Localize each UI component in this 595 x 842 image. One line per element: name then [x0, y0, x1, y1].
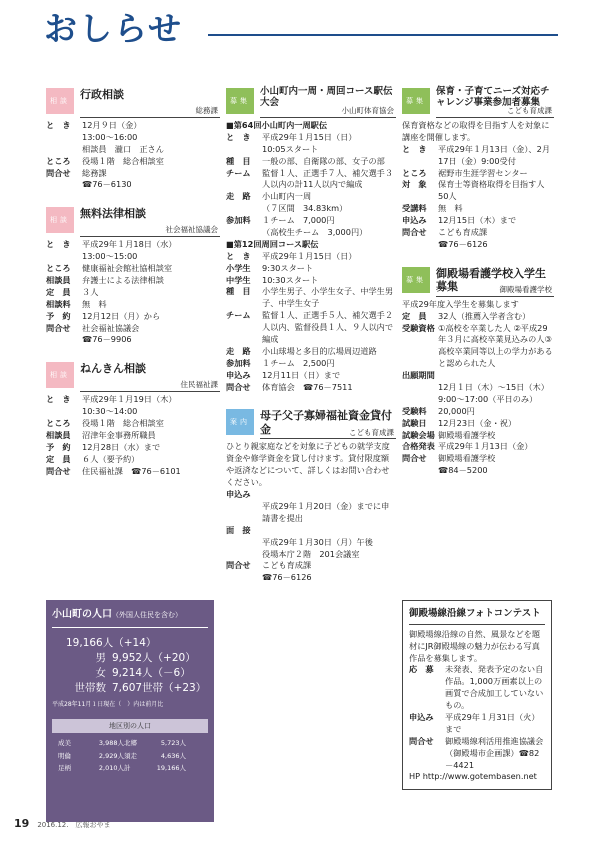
- section-tag: 募集: [402, 267, 430, 293]
- info-value: 未発表、発表予定のない自作品。1,000万画素以上の画質で合成加工していないもの。: [445, 664, 544, 711]
- info-row: [402, 382, 554, 394]
- district-name: 計: [124, 763, 131, 772]
- info-row: [226, 156, 396, 168]
- info-key: 出願期間: [402, 370, 435, 381]
- info-value: 無 料: [82, 298, 107, 309]
- section-org: こども育成課: [349, 427, 394, 437]
- info-key: ところ: [402, 167, 427, 178]
- info-key: 問合せ: [409, 735, 434, 746]
- section-rule: [260, 438, 396, 439]
- info-row: [226, 144, 396, 156]
- info-row: [46, 239, 220, 251]
- info-row: [402, 179, 554, 203]
- population-row: [52, 666, 208, 681]
- info-row: [226, 382, 396, 394]
- info-key: 問合せ: [226, 381, 251, 392]
- section-ekiden: [226, 86, 396, 393]
- info-key: 受験料: [402, 405, 427, 416]
- info-key: 相談料: [46, 298, 71, 309]
- footer: [14, 816, 110, 832]
- section-header: [402, 86, 554, 118]
- section-childcare-challenge: [402, 86, 554, 251]
- section-header: [46, 205, 220, 237]
- section-title: 無料法律相談: [80, 207, 146, 221]
- info-value: 平成29年１月20日（金）までに申請書を提出: [262, 500, 390, 523]
- section-rule: [80, 391, 220, 392]
- info-value: 32人（推薦入学者含む）: [438, 310, 531, 321]
- info-row: [402, 215, 554, 227]
- section-tag: 募集: [402, 88, 430, 114]
- info-row: [46, 156, 220, 168]
- info-row: [46, 323, 220, 335]
- section-body: ひとり親家庭などを対象に子どもの就学支度資金や修学資金を貸し付けます。貸付限度額や返済などについて、詳しくはお問い合わせください。: [226, 441, 390, 488]
- info-value: [262, 489, 396, 501]
- section-legal-consult: [46, 205, 220, 346]
- population-row: [52, 681, 208, 696]
- info-row: [402, 311, 554, 323]
- info-row: [409, 664, 545, 712]
- column-2: [226, 86, 396, 598]
- section-title: ねんきん相談: [80, 362, 146, 376]
- info-key: 対 象: [402, 179, 427, 190]
- info-key: ところ: [46, 263, 71, 274]
- section-header: [226, 86, 396, 118]
- info-value: ３人: [82, 286, 99, 297]
- info-row: [402, 323, 554, 371]
- info-value: ☎76－9906: [82, 334, 132, 345]
- info-row: [402, 203, 554, 215]
- info-key: 申込み: [226, 489, 251, 500]
- section-tag: 相談: [46, 207, 74, 233]
- info-value: [438, 370, 554, 382]
- section-rule: [80, 117, 220, 118]
- info-key: [226, 203, 262, 215]
- info-row: [46, 394, 220, 406]
- info-value: 平成29年１月15日（日）: [262, 250, 357, 261]
- population-value: 19,166人（+14）: [66, 636, 157, 649]
- info-row: [226, 549, 396, 561]
- section-tag: 募集: [226, 88, 254, 114]
- info-key: ところ: [46, 155, 71, 166]
- info-key: 相談員: [46, 430, 71, 441]
- info-value: 健康福祉会館社協相談室: [82, 263, 173, 274]
- info-row: [409, 712, 545, 736]
- section-rule: [436, 296, 554, 297]
- info-row: [46, 287, 220, 299]
- info-key: 受験資格: [402, 322, 435, 333]
- info-value: 12月９日（金）: [82, 120, 142, 130]
- info-value: 12月１日（木）～15日（木）: [438, 382, 549, 393]
- info-value: 平成29年１月13日（金）、2月17日（金）9:00受付: [438, 143, 551, 166]
- info-row: [226, 263, 396, 275]
- info-value: 12月23日（金・祝）: [438, 417, 517, 428]
- district-name: 成美: [58, 739, 71, 748]
- info-value: 監督１人、正選手５人、補欠選手２人以内、監督役員１人、９人以内で編成: [262, 310, 394, 345]
- subheading: ■第12回周回コース駅伝: [226, 238, 319, 249]
- info-value: （高校生チーム 3,000円）: [262, 227, 368, 238]
- section-rule: [80, 236, 220, 237]
- info-value: 沼津年金事務所職員: [82, 430, 156, 441]
- population-row: [52, 651, 208, 666]
- info-row: [226, 275, 396, 287]
- district-count: 5,723人: [160, 739, 186, 748]
- info-row: [46, 454, 220, 466]
- info-value: ☎76－6130: [82, 179, 132, 190]
- info-key: 合格発表: [402, 441, 435, 452]
- section-title: 小山町内一周・周回コース駅伝大会: [260, 86, 393, 109]
- info-value: 監督１人、正選手７人、補欠選手３人以内の計11人以内で編成: [262, 167, 394, 190]
- info-key: と き: [46, 239, 71, 250]
- photo-contest-body: 御殿場線沿線の自然、風景などを題材にJR御殿場線の魅力が伝わる写真作品を募集します。: [409, 628, 541, 663]
- info-value: 12月15日（木）まで: [438, 215, 517, 226]
- info-key: 試験日: [402, 417, 427, 428]
- section-tag: 相談: [46, 362, 74, 388]
- population-value: 9,214人（－6）: [112, 666, 191, 679]
- info-key: ところ: [46, 418, 71, 429]
- info-row: [226, 370, 396, 382]
- info-row: [46, 263, 220, 275]
- population-value: 7,607世帯（+23）: [112, 682, 207, 695]
- info-value: 10:05スタート: [262, 143, 319, 154]
- info-row: [46, 442, 220, 454]
- population-key: 世帯数: [74, 682, 106, 695]
- info-value: ６人（要予約）: [82, 453, 140, 464]
- info-key: [226, 572, 262, 584]
- info-row: [402, 168, 554, 180]
- district-name: 北郷: [124, 739, 137, 748]
- population-title-text: 小山町の人口: [52, 609, 112, 620]
- info-key: と き: [402, 143, 427, 154]
- info-key: 問合せ: [46, 322, 71, 333]
- info-key: 面 接: [226, 524, 251, 535]
- info-key: 問合せ: [226, 560, 251, 571]
- info-value: （７区間 34.83km）: [262, 203, 348, 214]
- info-value: 平成29年１月15日（日）: [262, 131, 357, 142]
- section-body: 保育資格などの取得を目指す人を対象に講座を開催します。: [402, 120, 550, 142]
- info-row: [46, 168, 220, 180]
- section-header: [402, 265, 554, 297]
- info-row: [46, 144, 220, 156]
- info-row: [402, 144, 554, 168]
- info-value: 20,000円: [438, 405, 475, 416]
- section-nursing-school: [402, 265, 554, 477]
- info-row: [226, 286, 396, 310]
- section-title: 保育・子育てニーズ対応チャレンジ事業参加者募集: [436, 86, 550, 109]
- info-row: [46, 132, 220, 144]
- info-row: [226, 215, 396, 227]
- info-key: と き: [46, 394, 71, 405]
- section-org: 社会福祉協議会: [165, 225, 218, 235]
- info-row: [402, 465, 554, 477]
- info-value: [262, 525, 396, 537]
- district-name: 足柄: [58, 763, 71, 772]
- section-title: 行政相談: [80, 88, 124, 101]
- info-value: １チーム 2,500円: [262, 357, 335, 368]
- info-key: 問合せ: [46, 167, 71, 178]
- info-key: 予 約: [46, 441, 71, 452]
- district-count: 3,988人: [98, 739, 124, 748]
- info-value: 9:30スタート: [262, 262, 314, 273]
- info-row: [402, 370, 554, 382]
- info-key: 走 路: [226, 345, 251, 356]
- section-body: 平成29年度入学生を募集します: [402, 298, 519, 309]
- info-key: [46, 406, 82, 418]
- info-value: ☎76－6126: [438, 238, 488, 249]
- page-number: 19: [14, 817, 30, 831]
- info-value: こども育成課: [262, 560, 312, 571]
- info-value: こども育成課: [438, 227, 488, 238]
- info-row: [46, 299, 220, 311]
- section-tag: 相談: [46, 88, 74, 114]
- info-key: 定 員: [46, 286, 71, 297]
- info-row: [409, 736, 545, 772]
- info-value: 10:30スタート: [262, 274, 319, 285]
- info-value: 体育協会 ☎76－7511: [262, 381, 353, 392]
- info-row: [46, 311, 220, 323]
- info-key: 参加料: [226, 215, 251, 226]
- info-value: 役場１階 総合相談室: [82, 418, 164, 429]
- info-value: ☎84－5200: [438, 465, 488, 476]
- info-value: 13:00～16:00: [82, 131, 138, 142]
- info-row: [226, 227, 396, 239]
- info-row: [226, 560, 396, 572]
- district-name: 明倫: [58, 751, 71, 760]
- info-value: 裾野市生涯学習センター: [438, 167, 528, 178]
- page-title: おしらせ: [44, 9, 184, 48]
- subheading: ■第64回小山町内一周駅伝: [226, 120, 328, 130]
- info-row: [226, 489, 396, 501]
- district-header: 地区別の人口: [52, 719, 208, 733]
- info-row: [226, 251, 396, 263]
- info-value: 10:30～14:00: [82, 406, 138, 417]
- population-note: 平成28年11月１日現在（ ）内は前月比: [52, 701, 164, 709]
- info-row: [226, 310, 396, 346]
- section-rule: [260, 117, 396, 118]
- info-key: 申込み: [402, 215, 427, 226]
- section-rule: [436, 117, 554, 118]
- info-value: 無 料: [438, 203, 463, 214]
- district-count: 4,636人: [160, 751, 186, 760]
- info-key: 小学生: [226, 262, 251, 273]
- district-count: 2,929人: [98, 751, 124, 760]
- info-key: [46, 132, 82, 144]
- info-row: [46, 334, 220, 346]
- info-key: 問合せ: [46, 465, 71, 476]
- column-1: [46, 86, 220, 492]
- info-row: [402, 418, 554, 430]
- info-value: １チーム 7,000円: [262, 215, 335, 226]
- info-value: 保育士等資格取得を目指す人 50人: [438, 179, 553, 202]
- info-value: 総務課: [82, 167, 107, 178]
- info-row: [226, 525, 396, 537]
- title-rule: [208, 34, 558, 36]
- info-value: 平成29年１月19日（木）: [82, 394, 177, 405]
- info-row: [226, 537, 396, 549]
- info-row: [46, 275, 220, 287]
- info-value: 御殿場看護学校: [438, 429, 496, 440]
- info-key: 試験会場: [402, 429, 435, 440]
- population-title: [52, 608, 208, 628]
- info-key: と き: [46, 120, 71, 130]
- info-key: チーム: [226, 167, 251, 178]
- info-key: [46, 144, 82, 156]
- info-key: 種 目: [226, 155, 251, 166]
- info-value: 13:00～15:00: [82, 251, 138, 262]
- section-pension-consult: [46, 360, 220, 477]
- info-key: 相談員: [46, 275, 71, 286]
- info-key: 問合せ: [402, 227, 427, 238]
- info-row: [402, 406, 554, 418]
- info-row: [402, 441, 554, 453]
- info-row: [402, 239, 554, 251]
- info-value: 役場本庁２階 201会議室: [262, 548, 360, 559]
- section-header: [46, 86, 220, 118]
- population-box: [46, 600, 214, 822]
- info-value: ☎76－6126: [262, 572, 312, 583]
- population-row: [52, 636, 208, 651]
- column-3: [402, 86, 554, 491]
- info-key: 種 目: [226, 286, 251, 297]
- district-count: 19,166人: [156, 763, 186, 772]
- info-key: 予 約: [46, 310, 71, 321]
- info-key: [46, 179, 82, 191]
- info-key: 問合せ: [402, 453, 427, 464]
- info-value: 平成29年１月31日（火）まで: [445, 712, 540, 734]
- section-header: [226, 407, 396, 439]
- info-key: 申込み: [226, 369, 251, 380]
- info-value: 平成29年１月13日（金）: [438, 441, 533, 452]
- info-row: [226, 346, 396, 358]
- section-administrative-consult: [46, 86, 220, 191]
- info-key: 走 路: [226, 191, 251, 202]
- info-value: 役場１階 総合相談室: [82, 155, 164, 166]
- population-value: 9,952人（+20）: [112, 651, 196, 664]
- info-row: [402, 430, 554, 442]
- info-key: 定 員: [46, 453, 71, 464]
- info-value: 一般の部、自衛隊の部、女子の部: [262, 155, 385, 166]
- info-value: 12月12日（月）から: [82, 310, 161, 321]
- info-value: 小山町内一周: [262, 191, 312, 202]
- info-value: 平成29年１月18日（水）: [82, 239, 177, 250]
- info-value: ①高校を卒業した人 ②平成29年３月に高校卒業見込みの人③高校卒業同等以上の学力があると認められた人: [438, 322, 553, 369]
- info-row: [226, 191, 396, 203]
- photo-contest-box: [402, 600, 552, 790]
- info-key: 中学生: [226, 274, 251, 285]
- population-key: 男: [95, 651, 106, 664]
- info-value: 住民福祉課 ☎76－6101: [82, 465, 181, 476]
- section-org: 小山町体育協会: [341, 106, 394, 116]
- info-row: [46, 418, 220, 430]
- info-key: と き: [226, 250, 251, 261]
- info-key: 応 募: [409, 664, 434, 675]
- info-key: [46, 251, 82, 263]
- info-row: [46, 120, 220, 132]
- district-name: 須走: [124, 751, 137, 760]
- info-row: [46, 466, 220, 478]
- info-row: [402, 453, 554, 465]
- info-value: 12月28日（水）まで: [82, 441, 161, 452]
- section-org: 総務課: [195, 106, 218, 116]
- info-key: と き: [226, 131, 251, 142]
- footer-text: 2016.12. 広報おやま: [37, 821, 111, 830]
- info-row: [46, 430, 220, 442]
- info-value: 小学生男子、小学生女子、中学生男子、中学生女子: [262, 286, 394, 309]
- info-key: [402, 239, 438, 251]
- section-org: 御殿場看護学校: [499, 284, 552, 294]
- population-key: 女: [95, 666, 106, 679]
- section-header: [46, 360, 220, 392]
- info-value: 相談員 瀧口 正さん: [82, 143, 164, 154]
- section-title: 母子父子寡婦福祉資金貸付金: [260, 409, 392, 436]
- info-key: 参加料: [226, 357, 251, 368]
- info-key: チーム: [226, 310, 251, 321]
- info-key: [226, 537, 262, 549]
- population-key: [52, 636, 66, 651]
- info-key: [226, 144, 262, 156]
- info-row: [46, 179, 220, 191]
- district-table: [52, 737, 208, 774]
- info-row: [226, 501, 396, 525]
- info-value: 9:00～17:00（平日のみ）: [438, 393, 538, 404]
- population-title-note: （外国人住民を含む）: [112, 611, 182, 619]
- info-value: 御殿場線利活用推進協議会（御殿場市企画課）☎82－4421: [445, 735, 544, 770]
- info-row: [226, 168, 396, 192]
- photo-contest-hp[interactable]: HP http://www.gotembasen.net: [409, 771, 537, 782]
- info-row: [46, 251, 220, 263]
- info-value: 12月11日（日）まで: [262, 369, 341, 380]
- info-key: [402, 465, 438, 477]
- section-org: 住民福祉課: [180, 380, 218, 390]
- info-key: [226, 549, 262, 561]
- info-value: 小山球場と多目的広場周辺道路: [262, 345, 377, 356]
- info-key: 定 員: [402, 310, 427, 321]
- info-value: 平成29年１月30日（月）午後: [262, 536, 373, 547]
- section-tag: 案内: [226, 409, 254, 435]
- info-value: 社会福祉協議会: [82, 322, 140, 333]
- info-key: [402, 382, 438, 394]
- district-count: 2,010人: [98, 763, 124, 772]
- info-key: [226, 501, 262, 525]
- section-title: 御殿場看護学校入学生募集: [436, 266, 546, 293]
- photo-contest-title: 御殿場線沿線フォトコンテスト: [409, 607, 545, 625]
- info-row: [226, 572, 396, 584]
- info-row: [226, 358, 396, 370]
- info-key: 申込み: [409, 712, 434, 722]
- info-key: [226, 227, 262, 239]
- info-value: 弁護士による法律相談: [82, 275, 164, 286]
- info-key: [46, 334, 82, 346]
- info-key: [402, 394, 438, 406]
- info-row: [46, 406, 220, 418]
- info-row: [402, 394, 554, 406]
- info-row: [402, 227, 554, 239]
- section-welfare-loan: [226, 407, 396, 584]
- info-row: [226, 203, 396, 215]
- info-key: 受講料: [402, 203, 427, 214]
- section-org: こども育成課: [507, 106, 552, 116]
- info-value: 御殿場看護学校: [438, 453, 496, 464]
- info-row: [226, 132, 396, 144]
